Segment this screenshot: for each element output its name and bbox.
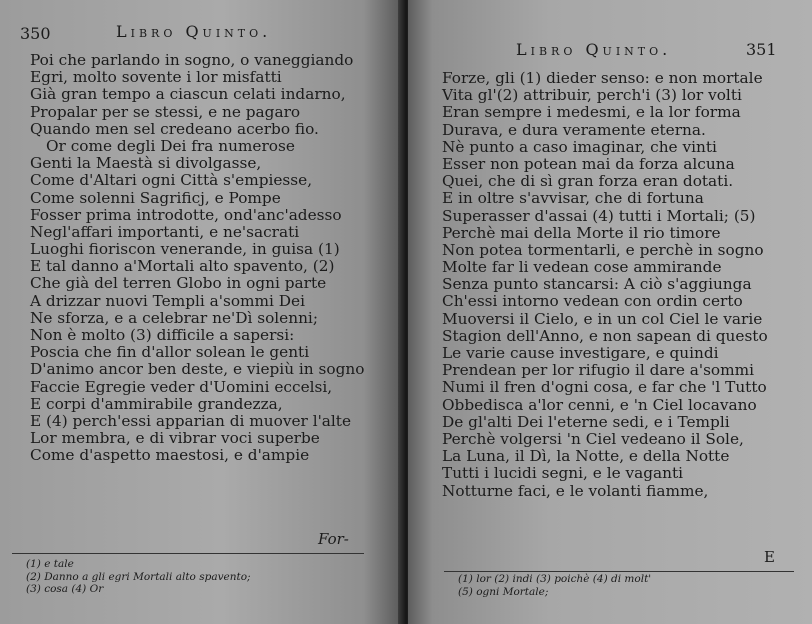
left-footnotes — [26, 558, 251, 596]
verse-line: Faccie Egregie veder d'Uomini eccelsi, — [30, 377, 333, 396]
left-page-number: 350 — [20, 24, 51, 43]
verse-line: Non potea tormentarli, e perchè in sogno — [442, 240, 764, 259]
left-footnote-rule — [12, 553, 364, 554]
verse-line: De gl'alti Dei l'eterne sedi, e i Templi — [442, 412, 730, 431]
left-page — [0, 0, 404, 624]
verse-line: Tutti i lucidi segni, e le vaganti — [442, 464, 684, 483]
verse-line: Numi il fren d'ogni cosa, e far che 'l Tutto — [442, 378, 767, 397]
verse-line: Durava, e dura veramente eterna. — [442, 120, 706, 139]
verse-line: Prendean per lor rifugio il dare a'sommi — [442, 361, 755, 380]
verse-line: Quei, che di sì gran forza eran dotati. — [442, 172, 734, 191]
verse-line: Come d'aspetto maestosi, e d'ampie — [30, 446, 310, 465]
footnote-line: (5) ogni Mortale; — [458, 585, 549, 598]
verse-line: Luoghi fioriscon venerande, in guisa (1) — [30, 240, 340, 259]
verse-line: Fosser prima introdotte, ond'anc'adesso — [30, 205, 342, 224]
verse-line: Stagion dell'Anno, e non sapean di questo — [442, 326, 768, 345]
right-page — [408, 0, 812, 624]
verse-line: Superasser d'assai (4) tutti i Mortali; (5) — [442, 206, 756, 225]
verse-line: Perchè volgersi 'n Ciel vedeano il Sole, — [442, 429, 744, 448]
footnote-line: (3) cosa (4) Or — [26, 583, 104, 595]
right-catchword: E — [764, 548, 775, 566]
verse-line: Nè punto a caso imaginar, che vinti — [442, 137, 717, 156]
verse-line: Poscia che fin d'allor solean le genti — [30, 343, 310, 362]
right-running-header: Libro Quinto. — [516, 40, 672, 59]
verse-line: D'animo ancor ben deste, e viepiù in sogno — [30, 360, 365, 379]
verse-line: Obbedisca a'lor cenni, e 'n Ciel locavano — [442, 395, 757, 414]
verse-line: La Luna, il Dì, la Notte, e della Notte — [442, 447, 730, 466]
verse-line: E corpi d'ammirabile grandezza, — [30, 394, 283, 413]
verse-line: Muoversi il Cielo, e in un col Ciel le varie — [442, 309, 763, 328]
verse-line: Molte far li vedean cose ammirande — [442, 258, 722, 277]
verse-line: Già gran tempo a ciascun celati indarno, — [30, 85, 346, 104]
verse-line: Come d'Altari ogni Città s'empiesse, — [30, 171, 313, 190]
footnote-line: (1) lor (2) indi (3) poichè (4) di molt' — [458, 573, 652, 585]
verse-line: Ch'essi intorno vedean con ordin certo — [442, 292, 743, 311]
verse-line: Ne sforza, e a celebrar ne'Dì solenni; — [30, 308, 318, 327]
verse-line: Or come degli Dei fra numerose — [46, 136, 295, 155]
right-footnote-rule — [444, 571, 794, 572]
verse-line: Non è molto (3) difficile a sapersi: — [30, 326, 295, 344]
verse-line: Genti la Maestà si divolgasse, — [30, 154, 262, 173]
verse-line: Quando men sel credeano acerbo fio. — [30, 119, 319, 138]
verse-line: E in oltre s'avvisar, che di fortuna — [442, 189, 704, 208]
verse-line: Propalar per se stessi, e ne pagaro — [30, 102, 301, 121]
verse-line: Eran sempre i medesmi, e la lor forma — [442, 103, 741, 122]
verse-line: Come solenni Sagrificj, e Pompe — [30, 188, 281, 207]
verse-line: Notturne faci, e le volanti fiamme, — [442, 481, 709, 500]
verse-line: Poi che parlando in sogno, o vaneggiando — [30, 51, 354, 69]
verse-line: Esser non potean mai da forza alcuna — [442, 154, 735, 173]
verse-line: Perchè mai della Morte il rio timore — [442, 223, 721, 242]
left-running-header: Libro Quinto. — [116, 22, 272, 41]
right-page-number: 351 — [746, 40, 777, 59]
verse-line: Le varie cause investigare, e quindi — [442, 344, 719, 362]
verse-line: Forze, gli (1) dieder senso: e non mortale — [442, 69, 763, 87]
verse-line: A drizzar nuovi Templi a'sommi Dei — [30, 291, 306, 310]
footnote-line: (1) e tale — [26, 558, 74, 570]
verse-line: Lor membra, e di vibrar voci superbe — [30, 429, 320, 448]
verse-line: Che già del terren Globo in ogni parte — [30, 274, 327, 293]
verse-line: E tal danno a'Mortali alto spavento, (2) — [30, 257, 335, 276]
verse-line: Senza punto stancarsi: A ciò s'aggiunga — [442, 275, 752, 294]
verse-line: Vita gl'(2) attribuir, perch'i (3) lor volti — [442, 86, 742, 105]
footnote-line: (2) Danno a gli egri Mortali alto spavento; — [26, 570, 251, 583]
right-verse-block — [442, 70, 768, 500]
left-verse-block — [30, 52, 364, 465]
verse-line: Egri, molto sovente i lor misfatti — [30, 68, 282, 87]
verse-line: E (4) perch'essi apparian di muover l'alte — [30, 411, 352, 430]
left-catchword: For- — [318, 530, 349, 548]
right-footnotes — [458, 573, 651, 598]
verse-line: Negl'affari importanti, e ne'sacrati — [30, 222, 300, 241]
